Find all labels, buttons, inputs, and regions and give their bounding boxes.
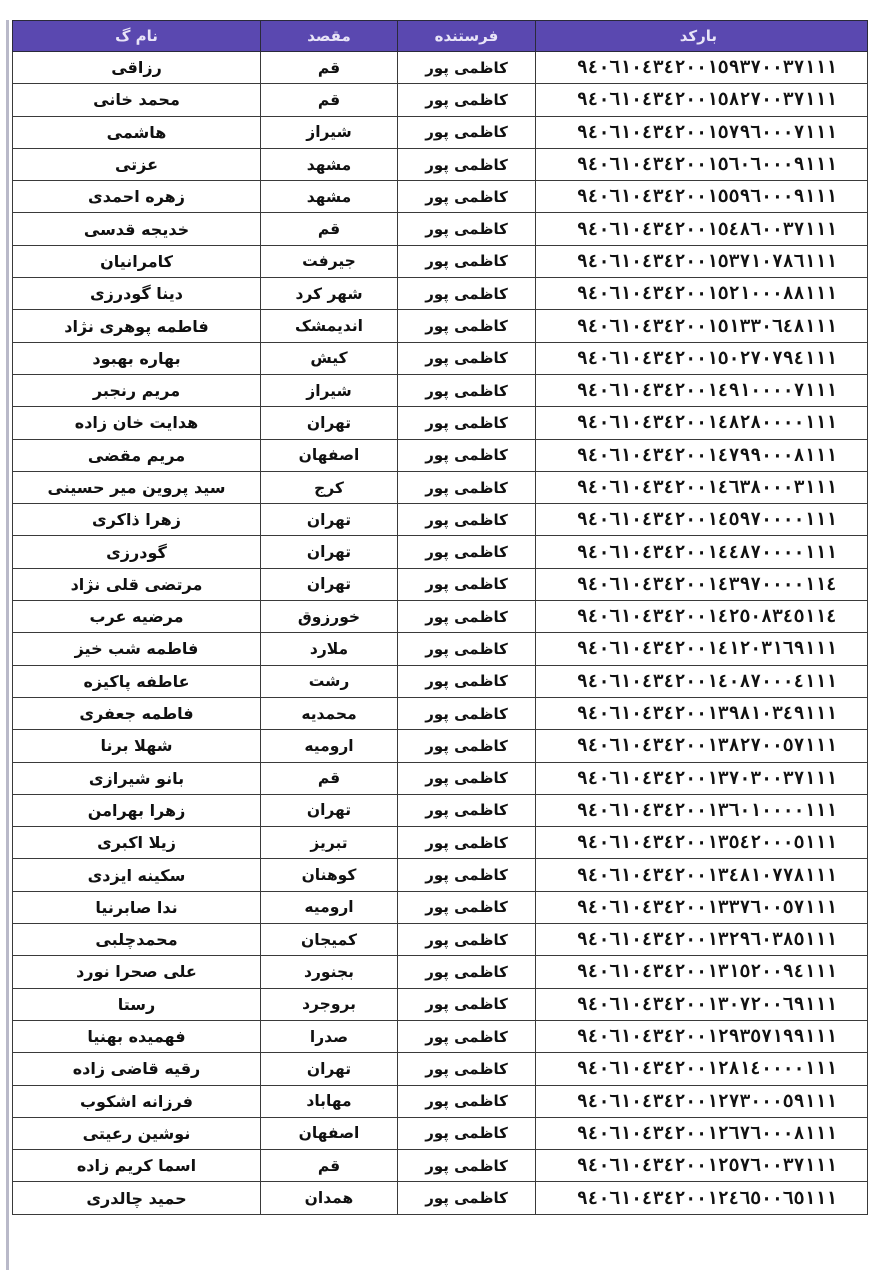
name-cell: ندا صابرنیا xyxy=(13,891,261,923)
barcode-cell: ۹٤۰٦۱۰٤۳٤۲۰۰۱۲۹۳٥۷۱۹۹۱۱۱ xyxy=(536,1020,868,1052)
name-cell: حمید چالدری xyxy=(13,1182,261,1214)
destination-cell: قم xyxy=(261,84,398,116)
name-cell: محمد خانی xyxy=(13,84,261,116)
table-row xyxy=(13,278,868,310)
sender-cell: کاظمی پور xyxy=(398,827,536,859)
barcode-cell: ۹٤۰٦۱۰٤۳٤۲۰۰۱٥٥۹٦۰۰۰۹۱۱۱ xyxy=(536,181,868,213)
barcode-cell: ۹٤۰٦۱۰٤۳٤۲۰۰۱۲۷۳۰۰۰٥۹۱۱۱ xyxy=(536,1085,868,1117)
barcode-cell: ۹٤۰٦۱۰٤۳٤۲۰۰۱۳۱٥۲۰۰۹٤۱۱۱ xyxy=(536,956,868,988)
name-cell: نوشین رعیتی xyxy=(13,1117,261,1149)
barcode-cell: ۹٤۰٦۱۰٤۳٤۲۰۰۱۳۰۷۲۰۰٦۹۱۱۱ xyxy=(536,988,868,1020)
sender-cell: کاظمی پور xyxy=(398,84,536,116)
destination-cell: بروجرد xyxy=(261,988,398,1020)
table-row xyxy=(13,245,868,277)
table-row xyxy=(13,310,868,342)
destination-cell: ارومیه xyxy=(261,891,398,923)
name-cell: عاطفه پاکیزه xyxy=(13,665,261,697)
sender-cell: کاظمی پور xyxy=(398,52,536,84)
sender-cell: کاظمی پور xyxy=(398,148,536,180)
destination-cell: جیرفت xyxy=(261,245,398,277)
sender-cell: کاظمی پور xyxy=(398,665,536,697)
sender-cell: کاظمی پور xyxy=(398,407,536,439)
table-row xyxy=(13,730,868,762)
name-cell: کامرانیان xyxy=(13,245,261,277)
header-sender: فرستنده xyxy=(398,21,536,52)
barcode-cell: ۹٤۰٦۱۰٤۳٤۲۰۰۱۲٤٦٥۰۰٦٥۱۱۱ xyxy=(536,1182,868,1214)
destination-cell: تهران xyxy=(261,504,398,536)
name-cell: هاشمی xyxy=(13,116,261,148)
barcode-cell: ۹٤۰٦۱۰٤۳٤۲۰۰۱۳۸۲۷۰۰٥۷۱۱۱ xyxy=(536,730,868,762)
table-row xyxy=(13,52,868,84)
name-cell: زیلا اکبری xyxy=(13,827,261,859)
sender-cell: کاظمی پور xyxy=(398,181,536,213)
barcode-cell: ۹٤۰٦۱۰٤۳٤۲۰۰۱۲٦۷٦۰۰۰۸۱۱۱ xyxy=(536,1117,868,1149)
barcode-cell: ۹٤۰٦۱۰٤۳٤۲۰۰۱۳٤۸۱۰۷۷۸۱۱۱ xyxy=(536,859,868,891)
table-row xyxy=(13,633,868,665)
sender-cell: کاظمی پور xyxy=(398,278,536,310)
name-cell: بهاره بهبود xyxy=(13,342,261,374)
sender-cell: کاظمی پور xyxy=(398,471,536,503)
table-row xyxy=(13,148,868,180)
barcode-cell: ۹٤۰٦۱۰٤۳٤۲۰۰۱٤٤۸۷۰۰۰۰۱۱۱ xyxy=(536,536,868,568)
name-cell: خدیجه قدسی xyxy=(13,213,261,245)
name-cell: فرزانه اشکوب xyxy=(13,1085,261,1117)
name-cell: رزاقی xyxy=(13,52,261,84)
barcode-cell: ۹٤۰٦۱۰٤۳٤۲۰۰۱۲۸۱٤۰۰۰۰۱۱۱ xyxy=(536,1053,868,1085)
barcode-cell: ۹٤۰٦۱۰٤۳٤۲۰۰۱٤۸۲۸۰۰۰۰۱۱۱ xyxy=(536,407,868,439)
shipments-table xyxy=(12,20,868,1215)
sender-cell: کاظمی پور xyxy=(398,439,536,471)
name-cell: محمدچلبی xyxy=(13,924,261,956)
barcode-cell: ۹٤۰٦۱۰٤۳٤۲۰۰۱۲٥۷٦۰۰۳۷۱۱۱ xyxy=(536,1150,868,1182)
destination-cell: مشهد xyxy=(261,181,398,213)
table-body xyxy=(13,52,868,1215)
name-cell: زهرا ذاکری xyxy=(13,504,261,536)
barcode-cell: ۹٤۰٦۱۰٤۳٤۲۰۰۱٥٤۸٦۰۰۳۷۱۱۱ xyxy=(536,213,868,245)
table-row xyxy=(13,1117,868,1149)
barcode-cell: ۹٤۰٦۱۰٤۳٤۲۰۰۱۳٥٤۲۰۰۰٥۱۱۱ xyxy=(536,827,868,859)
destination-cell: رشت xyxy=(261,665,398,697)
table-row xyxy=(13,116,868,148)
table-row xyxy=(13,1085,868,1117)
destination-cell: خورزوق xyxy=(261,601,398,633)
name-cell: زهرا بهرامن xyxy=(13,794,261,826)
sender-cell: کاظمی پور xyxy=(398,342,536,374)
barcode-cell: ۹٤۰٦۱۰٤۳٤۲۰۰۱٤۷۹۹۰۰۰۸۱۱۱ xyxy=(536,439,868,471)
destination-cell: کیش xyxy=(261,342,398,374)
name-cell: فاطمه شب خیز xyxy=(13,633,261,665)
name-cell: مرضیه عرب xyxy=(13,601,261,633)
barcode-cell: ۹٤۰٦۱۰٤۳٤۲۰۰۱۳۲۹٦۰۳۸٥۱۱۱ xyxy=(536,924,868,956)
destination-cell: اندیمشک xyxy=(261,310,398,342)
table-row xyxy=(13,568,868,600)
header-destination: مقصد xyxy=(261,21,398,52)
barcode-cell: ۹٤۰٦۱۰٤۳٤۲۰۰۱٥۷۹٦۰۰۰۷۱۱۱ xyxy=(536,116,868,148)
table-row xyxy=(13,924,868,956)
table-row xyxy=(13,601,868,633)
sender-cell: کاظمی پور xyxy=(398,762,536,794)
name-cell: عزتی xyxy=(13,148,261,180)
name-cell: گودرزی xyxy=(13,536,261,568)
destination-cell: ملارد xyxy=(261,633,398,665)
sender-cell: کاظمی پور xyxy=(398,1020,536,1052)
destination-cell: تبریز xyxy=(261,827,398,859)
barcode-cell: ۹٤۰٦۱۰٤۳٤۲۰۰۱٤۱۲۰۳۱٦۹۱۱۱ xyxy=(536,633,868,665)
sender-cell: کاظمی پور xyxy=(398,891,536,923)
barcode-cell: ۹٤۰٦۱۰٤۳٤۲۰۰۱٥۹۳۷۰۰۳۷۱۱۱ xyxy=(536,52,868,84)
sender-cell: کاظمی پور xyxy=(398,1085,536,1117)
destination-cell: تهران xyxy=(261,1053,398,1085)
table-header xyxy=(13,21,868,52)
sender-cell: کاظمی پور xyxy=(398,633,536,665)
table-row xyxy=(13,181,868,213)
barcode-cell: ۹٤۰٦۱۰٤۳٤۲۰۰۱٤۳۹۷۰۰۰۰۱۱٤ xyxy=(536,568,868,600)
name-cell: زهره احمدی xyxy=(13,181,261,213)
sender-cell: کاظمی پور xyxy=(398,859,536,891)
table-row xyxy=(13,1182,868,1214)
sender-cell: کاظمی پور xyxy=(398,504,536,536)
table-row xyxy=(13,697,868,729)
name-cell: رستا xyxy=(13,988,261,1020)
barcode-cell: ۹٤۰٦۱۰٤۳٤۲۰۰۱۳۹۸۱۰۳٤۹۱۱۱ xyxy=(536,697,868,729)
sender-cell: کاظمی پور xyxy=(398,988,536,1020)
sender-cell: کاظمی پور xyxy=(398,794,536,826)
barcode-cell: ۹٤۰٦۱۰٤۳٤۲۰۰۱٤٥۹۷۰۰۰۰۱۱۱ xyxy=(536,504,868,536)
destination-cell: همدان xyxy=(261,1182,398,1214)
destination-cell: قم xyxy=(261,213,398,245)
destination-cell: بجنورد xyxy=(261,956,398,988)
barcode-cell: ۹٤۰٦۱۰٤۳٤۲۰۰۱۳۳۷٦۰۰٥۷۱۱۱ xyxy=(536,891,868,923)
name-cell: دینا گودرزی xyxy=(13,278,261,310)
table-row xyxy=(13,407,868,439)
table-row xyxy=(13,1020,868,1052)
name-cell: هدایت خان زاده xyxy=(13,407,261,439)
table-row xyxy=(13,471,868,503)
sender-cell: کاظمی پور xyxy=(398,924,536,956)
destination-cell: مشهد xyxy=(261,148,398,180)
table-row xyxy=(13,374,868,406)
sender-cell: کاظمی پور xyxy=(398,1150,536,1182)
table-row xyxy=(13,762,868,794)
name-cell: مریم مقضی xyxy=(13,439,261,471)
table-row xyxy=(13,1053,868,1085)
table-row xyxy=(13,794,868,826)
name-cell: فاطمه جعفری xyxy=(13,697,261,729)
destination-cell: شیراز xyxy=(261,116,398,148)
table-row xyxy=(13,213,868,245)
table-row xyxy=(13,665,868,697)
destination-cell: اصفهان xyxy=(261,1117,398,1149)
name-cell: مرتضی قلی نژاد xyxy=(13,568,261,600)
sheet-left-border xyxy=(6,20,9,1270)
barcode-cell: ۹٤۰٦۱۰٤۳٤۲۰۰۱٤۹۱۰۰۰۰۷۱۱۱ xyxy=(536,374,868,406)
name-cell: رقیه قاضی زاده xyxy=(13,1053,261,1085)
table-row xyxy=(13,956,868,988)
sender-cell: کاظمی پور xyxy=(398,116,536,148)
destination-cell: قم xyxy=(261,1150,398,1182)
destination-cell: مهاباد xyxy=(261,1085,398,1117)
name-cell: سکینه ایزدی xyxy=(13,859,261,891)
destination-cell: صدرا xyxy=(261,1020,398,1052)
table-row xyxy=(13,536,868,568)
barcode-cell: ۹٤۰٦۱۰٤۳٤۲۰۰۱٥۳۷۱۰۷۸٦۱۱۱ xyxy=(536,245,868,277)
destination-cell: تهران xyxy=(261,407,398,439)
sender-cell: کاظمی پور xyxy=(398,310,536,342)
sender-cell: کاظمی پور xyxy=(398,1117,536,1149)
destination-cell: شیراز xyxy=(261,374,398,406)
sender-cell: کاظمی پور xyxy=(398,1182,536,1214)
table-row xyxy=(13,504,868,536)
barcode-cell: ۹٤۰٦۱۰٤۳٤۲۰۰۱٥۸۲۷۰۰۳۷۱۱۱ xyxy=(536,84,868,116)
destination-cell: کمیجان xyxy=(261,924,398,956)
table-row xyxy=(13,84,868,116)
barcode-cell: ۹٤۰٦۱۰٤۳٤۲۰۰۱٥٦۰٦۰۰۰۹۱۱۱ xyxy=(536,148,868,180)
sender-cell: کاظمی پور xyxy=(398,245,536,277)
sender-cell: کاظمی پور xyxy=(398,536,536,568)
sender-cell: کاظمی پور xyxy=(398,956,536,988)
header-barcode: بارکد xyxy=(536,21,868,52)
destination-cell: کرج xyxy=(261,471,398,503)
destination-cell: ارومیه xyxy=(261,730,398,762)
barcode-cell: ۹٤۰٦۱۰٤۳٤۲۰۰۱٥۱۳۳۰٦٤۸۱۱۱ xyxy=(536,310,868,342)
name-cell: شهلا برنا xyxy=(13,730,261,762)
name-cell: بانو شیرازی xyxy=(13,762,261,794)
destination-cell: کوهنان xyxy=(261,859,398,891)
sender-cell: کاظمی پور xyxy=(398,601,536,633)
table-row xyxy=(13,859,868,891)
sender-cell: کاظمی پور xyxy=(398,1053,536,1085)
destination-cell: تهران xyxy=(261,794,398,826)
destination-cell: اصفهان xyxy=(261,439,398,471)
name-cell: علی صحرا نورد xyxy=(13,956,261,988)
sender-cell: کاظمی پور xyxy=(398,697,536,729)
name-cell: اسما کریم زاده xyxy=(13,1150,261,1182)
sender-cell: کاظمی پور xyxy=(398,730,536,762)
destination-cell: تهران xyxy=(261,536,398,568)
barcode-cell: ۹٤۰٦۱۰٤۳٤۲۰۰۱٤۰۸۷۰۰۰٤۱۱۱ xyxy=(536,665,868,697)
destination-cell: قم xyxy=(261,762,398,794)
table-row xyxy=(13,827,868,859)
destination-cell: محمدیه xyxy=(261,697,398,729)
table-row xyxy=(13,1150,868,1182)
barcode-cell: ۹٤۰٦۱۰٤۳٤۲۰۰۱٥۲۱۰۰۰۸۸۱۱۱ xyxy=(536,278,868,310)
table-row xyxy=(13,342,868,374)
header-name: نام گ xyxy=(13,21,261,52)
destination-cell: تهران xyxy=(261,568,398,600)
name-cell: مریم رنجبر xyxy=(13,374,261,406)
destination-cell: قم xyxy=(261,52,398,84)
barcode-cell: ۹٤۰٦۱۰٤۳٤۲۰۰۱۳۷۰۳۰۰۳۷۱۱۱ xyxy=(536,762,868,794)
name-cell: فهمیده بهنیا xyxy=(13,1020,261,1052)
sender-cell: کاظمی پور xyxy=(398,568,536,600)
name-cell: سید پروین میر حسینی xyxy=(13,471,261,503)
barcode-cell: ۹٤۰٦۱۰٤۳٤۲۰۰۱٤۲٥۰۸۳٤٥۱۱٤ xyxy=(536,601,868,633)
table-row xyxy=(13,988,868,1020)
header-row xyxy=(13,21,868,52)
barcode-cell: ۹٤۰٦۱۰٤۳٤۲۰۰۱۳٦۰۱۰۰۰۰۱۱۱ xyxy=(536,794,868,826)
destination-cell: شهر کرد xyxy=(261,278,398,310)
barcode-cell: ۹٤۰٦۱۰٤۳٤۲۰۰۱٤٦۳۸۰۰۰۳۱۱۱ xyxy=(536,471,868,503)
name-cell: فاطمه پوهری نژاد xyxy=(13,310,261,342)
table-row xyxy=(13,891,868,923)
sender-cell: کاظمی پور xyxy=(398,374,536,406)
table-row xyxy=(13,439,868,471)
barcode-cell: ۹٤۰٦۱۰٤۳٤۲۰۰۱٥۰۲۷۰۷۹٤۱۱۱ xyxy=(536,342,868,374)
sender-cell: کاظمی پور xyxy=(398,213,536,245)
